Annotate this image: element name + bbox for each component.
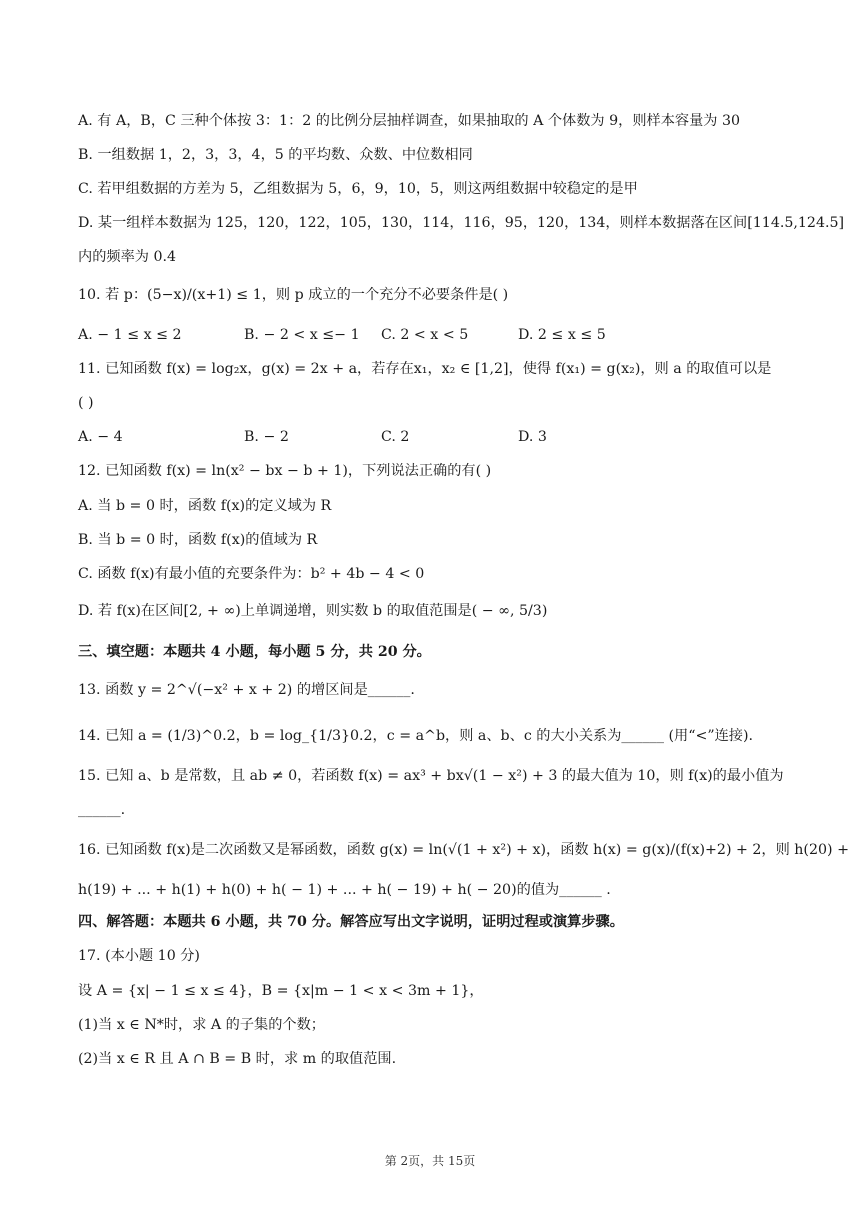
section-3-header: 三、填空题：本题共 4 小题，每小题 5 分，共 20 分。 [78, 644, 431, 660]
q11-option-d: D. 3 [518, 429, 547, 445]
q10-option-c: C. 2 < x < 5 [381, 327, 469, 343]
q9-option-c: C. 若甲组数据的方差为 5，乙组数据为 5，6，9，10，5，则这两组数据中较稳定的是甲 [78, 181, 638, 197]
q14: 14. 已知 a = (1/3)^0.2，b = log_{1/3}0.2，c = a^b，则 a、b、c 的大小关系为______ (用“<”连接). [78, 728, 754, 744]
page-footer: 第 2页，共 15页 [384, 1154, 476, 1168]
q17-title: 17. (本小题 10 分) [78, 948, 200, 964]
q11-stem-line1: 11. 已知函数 f(x) = log₂x，g(x) = 2x + a，若存在x₁，x₂ ∈ [1,2]，使得 f(x₁) = g(x₂)，则 a 的取值可以是 [78, 361, 772, 377]
q12-option-b: B. 当 b = 0 时，函数 f(x)的值域为 R [78, 532, 318, 548]
q15-line2: ______. [78, 802, 126, 818]
q17-part1: (1)当 x ∈ N*时，求 A 的子集的个数； [78, 1017, 325, 1033]
q17-part2: (2)当 x ∈ R 且 A ∩ B = B 时，求 m 的取值范围. [78, 1051, 397, 1067]
q9-option-d-line1: D. 某一组样本数据为 125，120，122，105，130，114，116，95，120，134，则样本数据落在区间[114.5,124.5] [78, 215, 845, 231]
q11-option-b: B. − 2 [244, 429, 289, 445]
q10-option-a: A. − 1 ≤ x ≤ 2 [78, 327, 182, 343]
q15-line1: 15. 已知 a、b 是常数，且 ab ≠ 0，若函数 f(x) = ax³ + bx√(1 − x²) + 3 的最大值为 10，则 f(x)的最小值为 [78, 768, 784, 784]
q10-option-d: D. 2 ≤ x ≤ 5 [518, 327, 606, 343]
q17-given: 设 A = {x| − 1 ≤ x ≤ 4}，B = {x|m − 1 < x < 3m + 1}， [78, 983, 484, 999]
q9-option-a: A. 有 A，B，C 三种个体按 3：1：2 的比例分层抽样调查，如果抽取的 A 个体数为 9，则样本容量为 30 [78, 113, 741, 129]
q12-option-c: C. 函数 f(x)有最小值的充要条件为：b² + 4b − 4 < 0 [78, 566, 425, 582]
q10-options [78, 325, 788, 345]
q16-line2: h(19) + ... + h(1) + h(0) + h( − 1) + ... + h( − 19) + h( − 20)的值为______ . [78, 882, 611, 898]
section-4-header: 四、解答题：本题共 6 小题，共 70 分。解答应写出文字说明，证明过程或演算步骤。 [78, 914, 624, 930]
q9-option-d-line2: 内的频率为 0.4 [78, 249, 177, 265]
q11-stem-line2: ( ) [78, 395, 94, 411]
q9-option-b: B. 一组数据 1，2，3，3，4，5 的平均数、众数、中位数相同 [78, 147, 473, 163]
q10-stem: 10. 若 p：(5−x)/(x+1) ≤ 1，则 p 成立的一个充分不必要条件是( ) [78, 287, 509, 303]
q16-line1: 16. 已知函数 f(x)是二次函数又是幂函数，函数 g(x) = ln(√(1 + x²) + x)，函数 h(x) = g(x)/(f(x)+2) + 2，则 h(20) + [78, 842, 849, 858]
q12-option-d: D. 若 f(x)在区间[2, + ∞)上单调递增，则实数 b 的取值范围是( − ∞, 5/3) [78, 603, 548, 619]
q11-options [78, 427, 788, 447]
q11-option-c: C. 2 [381, 429, 410, 445]
q11-option-a: A. − 4 [78, 429, 123, 445]
q13: 13. 函数 y = 2^√(−x² + x + 2) 的增区间是______. [78, 682, 415, 698]
q12-stem: 12. 已知函数 f(x) = ln(x² − bx − b + 1)，下列说法正确的有( ) [78, 463, 492, 479]
q10-option-b: B. − 2 < x ≤− 1 [244, 327, 360, 343]
q12-option-a: A. 当 b = 0 时，函数 f(x)的定义域为 R [78, 498, 332, 514]
